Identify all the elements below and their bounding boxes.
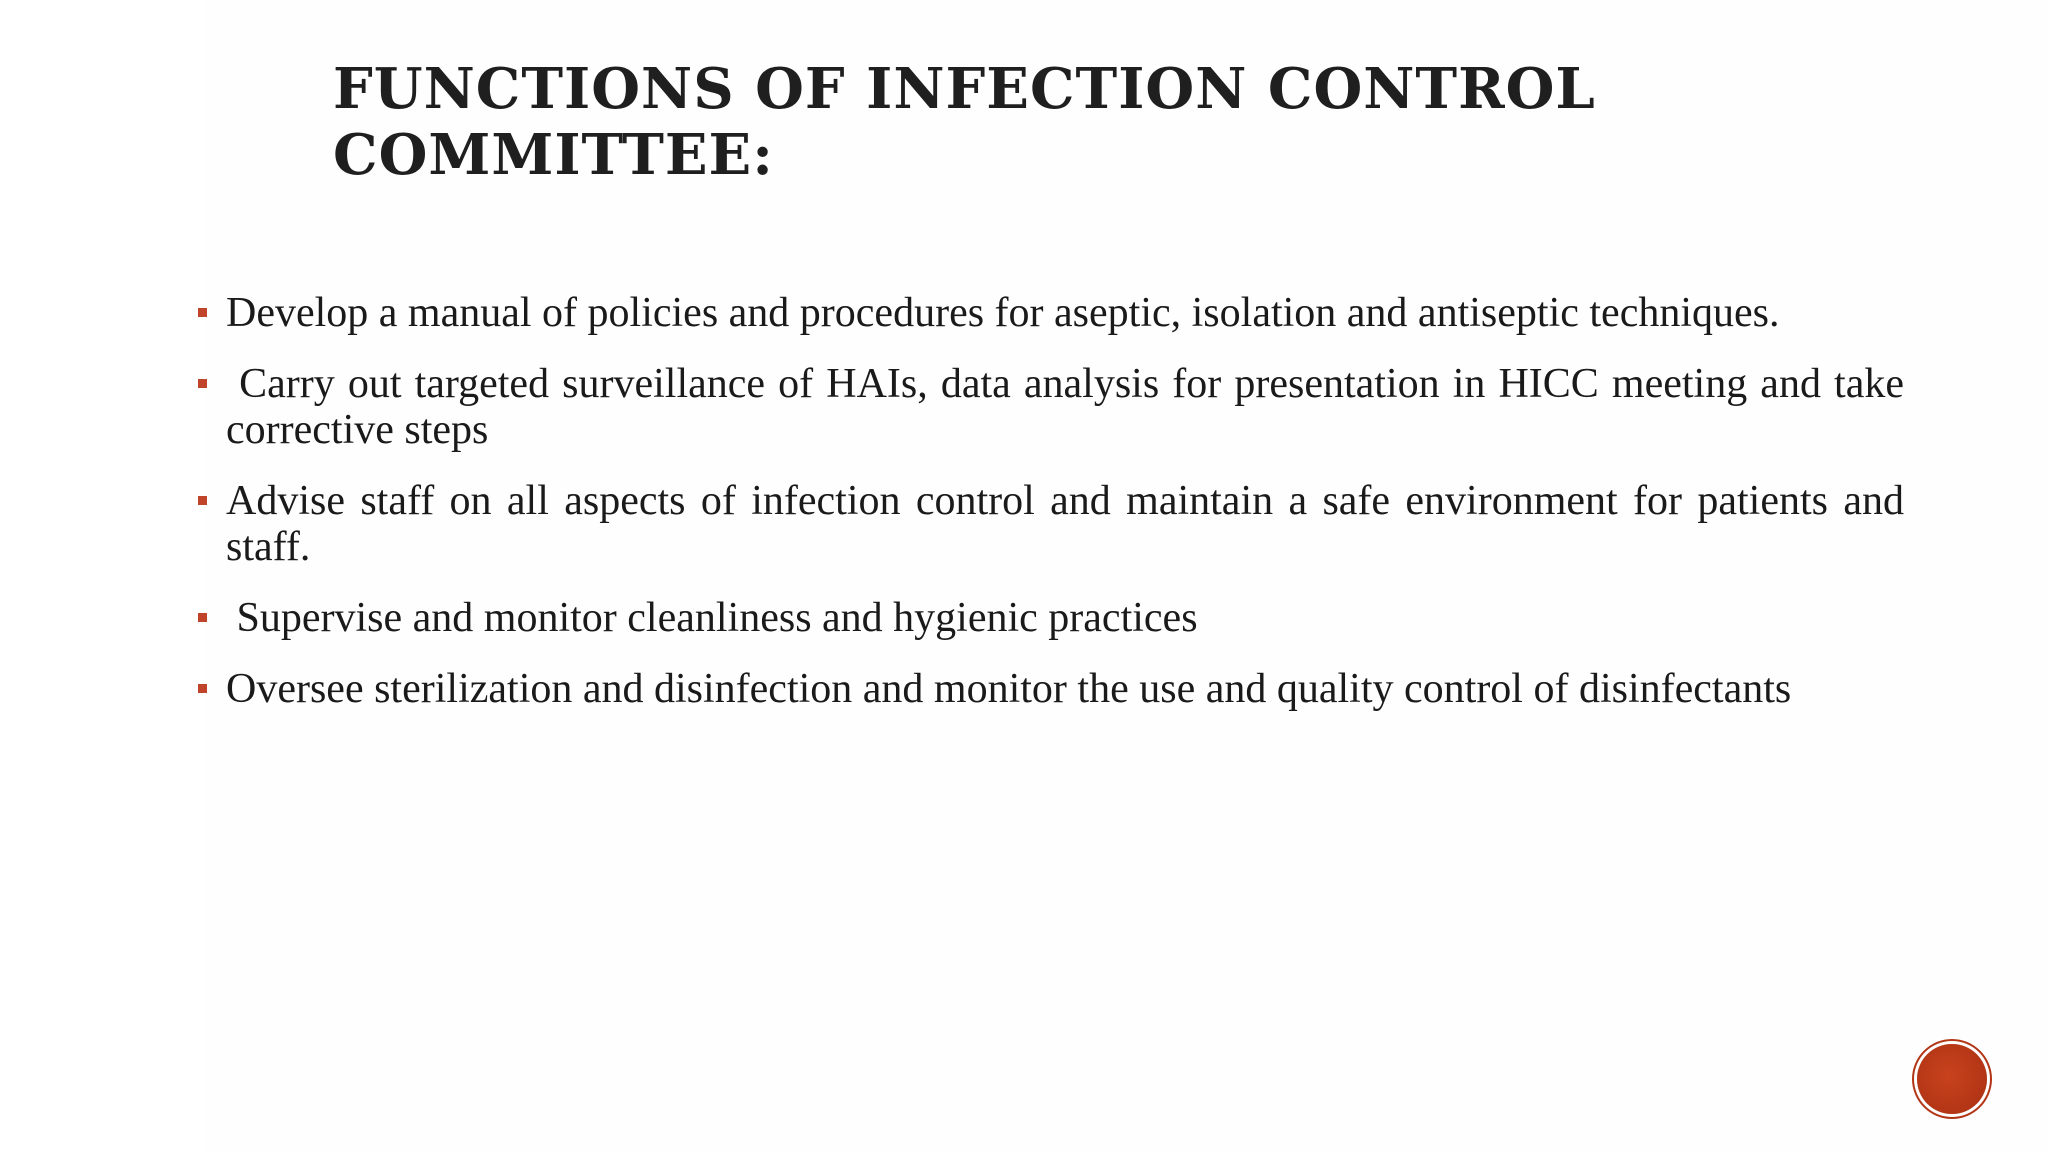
square-bullet-icon [198,308,207,317]
list-item [194,361,1904,453]
bullet-text: Oversee sterilization and disinfection and monitor the use and quality control of disinfectants [226,666,1792,712]
square-bullet-icon [198,684,207,693]
slide-title: FUNCTIONS OF INFECTION CONTROL COMMITTEE: [333,56,1596,188]
square-bullet-icon [198,496,207,505]
bullet-text: Carry out targeted surveillance of HAIs, data analysis for presentation in HICC meeting and take corrective steps [226,361,1904,453]
list-item [194,595,1904,641]
circle-button-icon[interactable] [1917,1044,1987,1114]
bullet-list [194,290,1904,737]
bullet-text: Supervise and monitor cleanliness and hygienic practices [226,595,1198,641]
list-item [194,290,1904,336]
left-margin-panel [0,0,206,1152]
square-bullet-icon [198,379,207,388]
list-item [194,666,1904,712]
list-item [194,478,1904,570]
bullet-text: Advise staff on all aspects of infection control and maintain a safe environment for patients and staff. [226,478,1904,570]
bullet-text: Develop a manual of policies and procedures for aseptic, isolation and antiseptic techniques. [226,290,1780,336]
square-bullet-icon [198,613,207,622]
